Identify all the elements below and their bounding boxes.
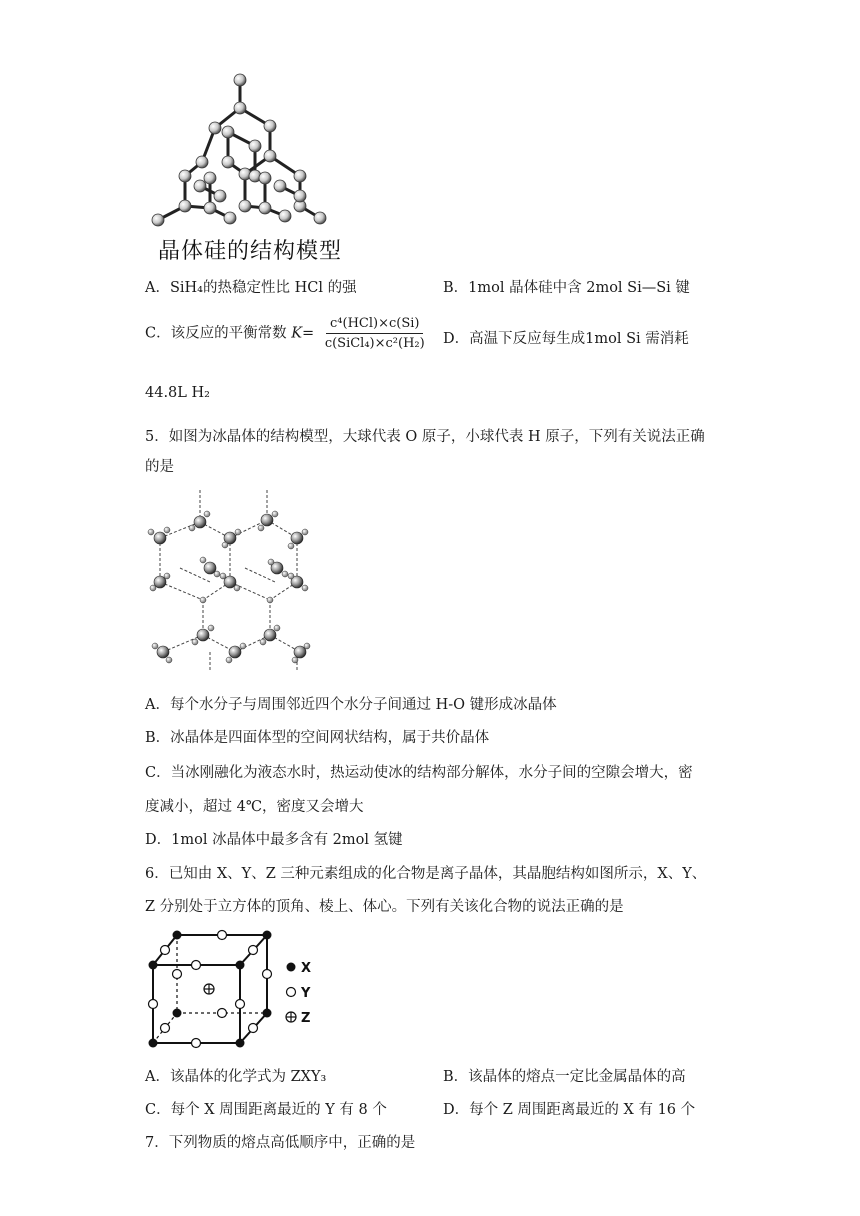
q5-option-c-line2: 度减小，超过 4℃，密度又会增大 (145, 799, 364, 815)
q5-option-b: B．冰晶体是四面体型的空间网状结构，属于共价晶体 (145, 730, 490, 746)
legend-z-label: Z (301, 1011, 311, 1026)
q4-option-c (145, 316, 429, 351)
unit-cell-figure (145, 925, 345, 1055)
equilibrium-constant-fraction (321, 316, 429, 351)
q4-option-d-continued: 44.8L H₂ (145, 385, 210, 401)
q4-option-c-k: K (291, 325, 303, 342)
q5-stem-line2: 的是 (145, 459, 174, 475)
fraction-numerator: c⁴(HCl)×c(Si) (326, 316, 423, 334)
q7-stem: 7．下列物质的熔点高低顺序中，正确的是 (145, 1135, 416, 1151)
q6-option-c: C．每个 X 周围距离最近的 Y 有 8 个 (145, 1102, 387, 1118)
ice-crystal-figure (145, 490, 315, 672)
silicon-crystal-figure (140, 68, 343, 268)
silicon-lattice-diagram (140, 68, 340, 228)
fraction-denominator: c(SiCl₄)×c²(H₂) (324, 336, 425, 351)
ice-lattice-diagram (145, 490, 315, 672)
q5-option-a: A．每个水分子与周围邻近四个水分子间通过 H-O 键形成冰晶体 (145, 697, 557, 713)
silicon-figure-caption: 晶体硅的结构模型 (158, 239, 343, 264)
q6-option-d: D．每个 Z 周围距离最近的 X 有 16 个 (443, 1102, 696, 1118)
q5-option-d: D．1mol 冰晶体中最多含有 2mol 氢键 (145, 832, 403, 848)
q4-option-c-eq: = (302, 325, 315, 342)
legend-y-label: Y (301, 986, 311, 1001)
q6-option-b: B．该晶体的熔点一定比金属晶体的高 (443, 1069, 686, 1085)
q4-option-a: A．SiH₄的热稳定性比 HCl 的强 (145, 280, 357, 296)
q6-stem-line2: Z 分别处于立方体的顶角、棱上、体心。下列有关该化合物的说法正确的是 (145, 899, 624, 915)
q6-option-a: A．该晶体的化学式为 ZXY₃ (145, 1069, 327, 1085)
q6-stem-line1: 6．已知由 X、Y、Z 三种元素组成的化合物是离子晶体，其晶胞结构如图所示，X、Y、 (145, 866, 707, 882)
unit-cell-diagram (145, 925, 345, 1055)
q4-option-d: D．高温下反应每生成1mol Si 需消耗 (443, 331, 689, 347)
q4-option-b: B．1mol 晶体硅中含 2mol Si—Si 键 (443, 280, 690, 296)
q5-option-c-line1: C．当冰刚融化为液态水时，热运动使冰的结构部分解体，水分子间的空隙会增大，密 (145, 765, 693, 781)
q5-stem-line1: 5．如图为冰晶体的结构模型，大球代表 O 原子，小球代表 H 原子，下列有关说法正确 (145, 429, 705, 445)
q4-option-c-text: C．该反应的平衡常数 (145, 325, 287, 342)
legend-x-label: X (301, 961, 312, 976)
